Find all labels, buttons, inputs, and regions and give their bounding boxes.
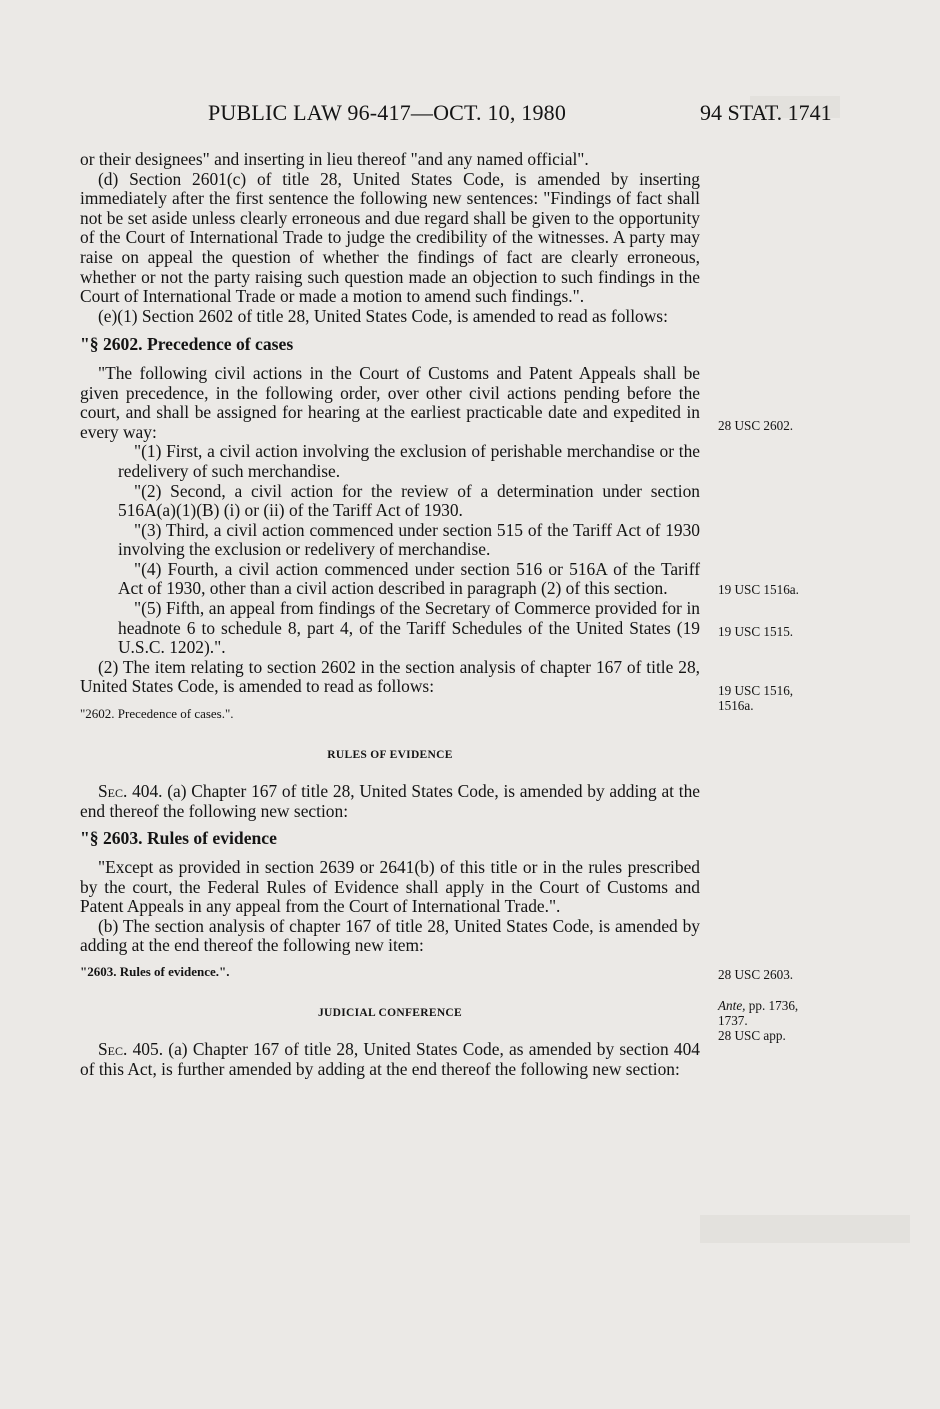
section-405-text: 405. (a) Chapter 167 of title 28, United States Code, as amended by section 404 of this Act, is further amended by adding at the end thereof the following new section: xyxy=(80,1039,700,1079)
section-2603-heading: "§ 2603. Rules of evidence xyxy=(80,828,277,849)
running-header-page: 94 STAT. 1741 xyxy=(700,100,832,125)
running-header-title: PUBLIC LAW 96-417—OCT. 10, 1980 xyxy=(208,100,567,125)
margin-note-19usc1515: 19 USC 1515. xyxy=(718,624,794,639)
section-404-text: 404. (a) Chapter 167 of title 28, United States Code, is amended by adding at the end thereof the following new section: xyxy=(80,781,700,821)
section-404-paragraph xyxy=(80,782,700,821)
section-label: Sec. xyxy=(98,1039,128,1060)
paragraph-continuation: or their designees" and inserting in lieu thereof "and any named official". xyxy=(80,149,589,169)
paragraph-e1: (e)(1) Section 2602 of title 28, United States Code, is amended to read as follows: xyxy=(98,305,668,326)
margin-note-line: 1737. xyxy=(718,1013,748,1028)
paragraph-b: (b) The section analysis of chapter 167 of title 28, United States Code, is amended by adding at the end thereof the following new item: xyxy=(80,915,700,956)
paragraph-e2: (2) The item relating to section 2602 in the section analysis of chapter 167 of title 28, United States Code, is amended to read as follows: xyxy=(80,656,700,697)
list-item-4: "(4) Fourth, a civil action commenced under section 516 or 516A of the Tariff Act of 1930, other than a civil action described in paragraph (2) of this section. xyxy=(118,558,700,599)
section-405-paragraph xyxy=(80,1040,700,1079)
section-2602-intro: "The following civil actions in the Court of Customs and Patent Appeals shall be given precedence, in the following order, over other civil actions pending before the court, and shall be assigned for hearing at the earliest practicable date and expedited in every way: xyxy=(80,362,700,442)
margin-note-28usc2603: 28 USC 2603. xyxy=(718,967,794,982)
paragraph-d: (d) Section 2601(c) of title 28, United States Code, is amended by inserting immediately after the first sentence the following new sentences: "Findings of fact shall not be set aside unless clearly erroneous and due regard shall be given to the opportunity of the Court of International Trade to judge the credibility of the witnesses. A party may raise on appeal the question of whether the findings of fact are clearly erroneous, whether or not the party raising such question made an objection to such findings in the Court of International Trade or made a motion to amend such findings.". xyxy=(80,168,700,307)
margin-note-ante-word: Ante, xyxy=(718,998,746,1013)
margin-note-line: 19 USC 1516, xyxy=(718,683,794,698)
section-analysis-item-2603: "2603. Rules of evidence.". xyxy=(80,963,230,979)
margin-note-pages: pp. 1736, xyxy=(748,998,799,1013)
main-text-column xyxy=(80,150,700,1079)
margin-note-line: 28 USC app. xyxy=(718,1028,786,1043)
list-item-1: "(1) First, a civil action involving the exclusion of perishable merchandise or the redelivery of such merchandise. xyxy=(118,441,700,481)
section-2603-text: "Except as provided in section 2639 or 2641(b) of this title or in the rules prescribed by the court, the Federal Rules of Evidence shall apply in the Court of Customs and Patent Appeals in any appeal from the Court of International Trade.". xyxy=(80,857,700,917)
bleed-through-mark xyxy=(700,1215,910,1243)
list-item-5: "(5) Fifth, an appeal from findings of the Secretary of Commerce provided for in headnote 6 to schedule 8, part 4, of the Tariff Schedules of the United States (19 U.S.C. 1202).". xyxy=(118,598,700,658)
margin-note-line: 1516a. xyxy=(718,698,754,713)
section-analysis-item-2602: "2602. Precedence of cases.". xyxy=(80,706,234,722)
heading-judicial-conference: JUDICIAL CONFERENCE xyxy=(317,1006,463,1019)
list-item-2: "(2) Second, a civil action for the review of a determination under section 516A(a)(1)(B) (i) or (ii) of the Tariff Act of 1930. xyxy=(118,480,700,521)
margin-note-19usc1516 xyxy=(718,683,793,713)
margin-note-28usc2602: 28 USC 2602. xyxy=(718,418,794,433)
section-label: Sec. xyxy=(98,781,128,802)
section-2602-heading: "§ 2602. Precedence of cases xyxy=(80,334,294,355)
heading-rules-of-evidence: RULES OF EVIDENCE xyxy=(327,748,453,761)
margin-note-ante xyxy=(718,998,798,1043)
margin-note-line xyxy=(718,998,798,1013)
margin-note-19usc1516a: 19 USC 1516a. xyxy=(718,582,799,597)
list-item-3: "(3) Third, a civil action commenced under section 515 of the Tariff Act of 1930 involving the exclusion or redelivery of merchandise. xyxy=(118,519,700,560)
